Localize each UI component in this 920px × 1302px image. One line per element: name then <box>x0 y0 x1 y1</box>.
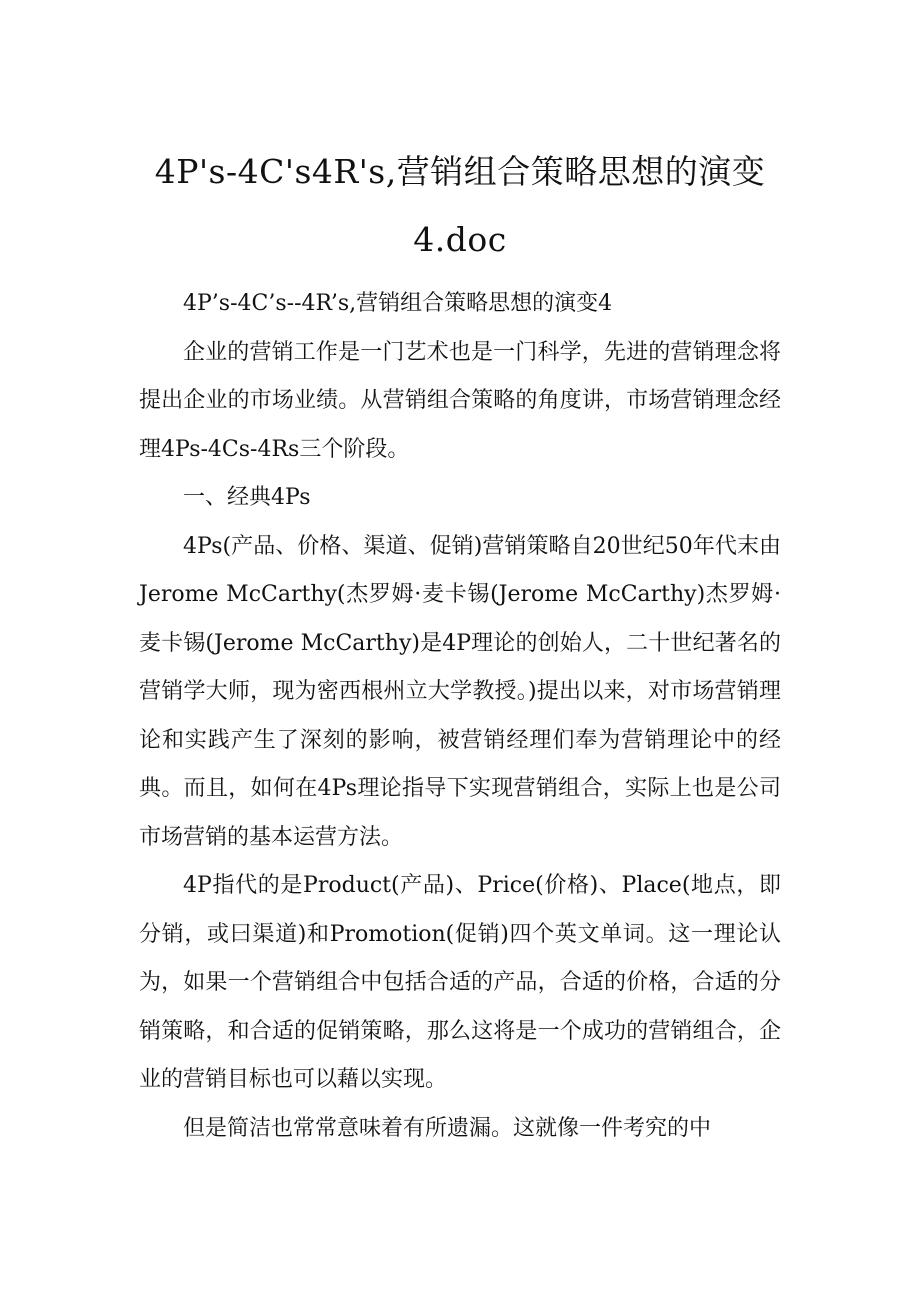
document-title <box>100 138 820 274</box>
section-heading-classic-4ps: 一、经典4Ps <box>183 485 311 510</box>
document-body <box>139 280 781 1153</box>
paragraph-4p-definition: 4P指代的是Product(产品)、Price(价格)、Place(地点，即分销，或曰渠道)和Promotion(促销)四个英文单词。这一理论认为，如果一个营销组合中包括合适的产品，合适的价格，合适的分销策略，和合适的促销策略，那么这将是一个成功的营销组合，企业的营销目标也可以藉以实现。 <box>139 873 781 1092</box>
paragraph-4ps-history: 4Ps(产品、价格、渠道、促销)营销策略自20世纪50年代末由Jerome McCarthy(杰罗姆·麦卡锡(Jerome McCarthy)杰罗姆·麦卡锡(Jerome McCarthy)是4P理论的创始人，二十世纪著名的营销学大师，现为密西根州立大学教授。)提出以来，对市场营销理论和实践产生了深刻的影响，被营销经理们奉为营销理论中的经典。而且，如何在4Ps理论指导下实现营销组合，实际上也是公司市场营销的基本运营方法。 <box>139 533 781 850</box>
paragraph-simplicity: 但是简洁也常常意味着有所遗漏。这就像一件考究的中 <box>183 1115 712 1141</box>
title-line-1: 4P's-4C's4R's,营销组合策略思想的演变 <box>154 152 766 191</box>
paragraph-intro: 企业的营销工作是一门艺术也是一门科学，先进的营销理念将提出企业的市场业绩。从营销组合策略的角度讲，市场营销理念经理4Ps-4Cs-4Rs三个阶段。 <box>139 339 781 462</box>
title-line-2: 4.doc <box>413 220 507 259</box>
paragraph-subtitle: 4P’s-4C’s--4R’s,营销组合策略思想的演变4 <box>183 291 613 316</box>
